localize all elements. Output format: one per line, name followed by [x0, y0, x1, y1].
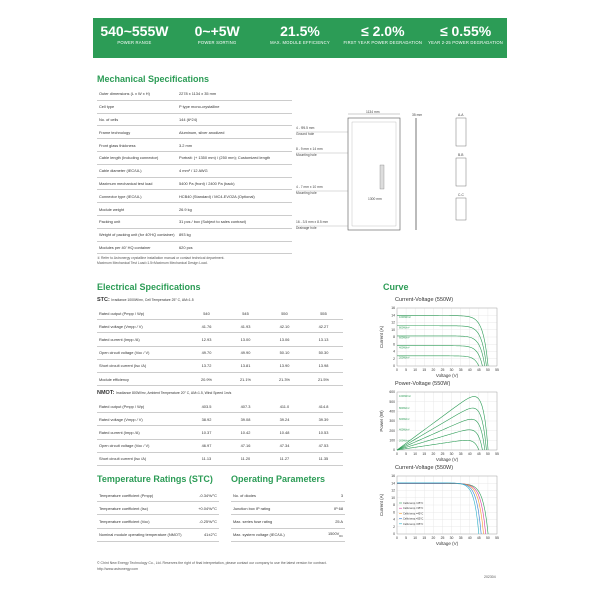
x-tick-label: 50 [486, 536, 490, 540]
series-label: Cells temp.=35°C [403, 507, 424, 511]
table-cell [307, 531, 345, 538]
operating-title: Operating Parameters [231, 474, 326, 484]
series-label: Cells temp.=25°C [403, 502, 424, 505]
x-tick-label: 10 [413, 452, 418, 456]
table-cell: Rated output (Pmpp / Wp) [99, 310, 145, 316]
x-tick-label: 45 [476, 368, 481, 372]
series-label: 800W/m² [399, 406, 410, 410]
table-row [97, 165, 292, 178]
y-tick-label: 400 [389, 409, 395, 414]
drawing-label: Drainage hole [296, 226, 317, 230]
series-label: 600W/m² [399, 417, 410, 421]
table-cell: 11.20 [240, 456, 251, 462]
banner-label: YEAR 2-25 POWER DEGRADATION [428, 40, 504, 45]
x-tick-label: 5 [405, 368, 408, 372]
table-cell: 893 kg [179, 232, 191, 238]
table-cell: Short circuit current (Isc /A) [99, 456, 147, 462]
table-cell: 41.76 [201, 323, 212, 329]
chart2-title: Power-Voltage (550W) [395, 381, 451, 387]
table-cell: 620 pcs [179, 244, 193, 250]
nmot-table [97, 400, 343, 466]
table-row [97, 333, 343, 346]
iv-irradiance-chart [375, 304, 505, 382]
x-tick-label: 45 [476, 452, 481, 456]
table-cell: 403.5 [201, 403, 212, 409]
x-tick-label: 25 [440, 368, 445, 372]
table-cell: 540 [203, 310, 210, 316]
table-cell: Packing unit [99, 219, 121, 225]
table-cell: 13.06 [279, 336, 290, 342]
banner-item [424, 18, 507, 58]
table-cell: -0.34%/°C [199, 492, 217, 498]
y-tick-label: 600 [389, 390, 395, 395]
temperature-table [97, 489, 219, 542]
temperature-title: Temperature Ratings (STC) [97, 474, 213, 484]
y-tick-label: 300 [389, 419, 395, 424]
table-cell: 11.27 [279, 456, 290, 462]
x-axis-label: Voltage (V) [435, 373, 459, 378]
table-cell: 10.48 [279, 429, 290, 435]
table-cell: 5400 Pa (front) / 2400 Pa (back) [179, 180, 235, 186]
x-tick-label: 35 [458, 368, 463, 372]
x-tick-label: 10 [413, 368, 418, 372]
y-tick-label: 10 [391, 327, 395, 332]
banner-item [176, 18, 259, 58]
table-cell: Frame technology [99, 129, 131, 135]
y-tick-label: 4 [393, 517, 395, 522]
x-tick-label: 30 [449, 368, 454, 372]
table-cell: Short circuit current (Isc /A) [99, 363, 147, 369]
table-cell: Rated voltage (Vmpp / V) [99, 323, 143, 329]
table-cell: Front glass thickness [99, 142, 136, 148]
banner-label: FIRST YEAR POWER DEGRADATION [343, 40, 423, 45]
curve-title: Curve [383, 282, 409, 292]
mechanical-table [97, 88, 292, 254]
table-cell: Modules per 40' HQ container [99, 244, 151, 250]
series-label: 400W/m² [399, 346, 410, 350]
table-cell: 42.27 [318, 323, 329, 329]
note-2: Maximum Mechanical Test Load=1.5×Maximum Mechanical Design Load. [97, 261, 208, 265]
y-tick-label: 14 [391, 313, 395, 318]
y-tick-label: 4 [393, 349, 395, 354]
table-cell: 3.2 mm [179, 142, 192, 148]
table-row [97, 229, 292, 242]
x-tick-label: 55 [495, 536, 499, 540]
series-label: Cells temp.=45°C [403, 512, 424, 516]
table-cell: Nominal module operating temperature (NMOT) [99, 532, 182, 538]
table-row [97, 373, 343, 386]
y-axis-label: Current (A) [379, 325, 384, 349]
series-line [397, 336, 485, 366]
footer-url[interactable]: http://www.astronergy.com [97, 567, 138, 571]
nmot-conditions: Irradiance 800W/m², Ambient Temperature 20° C, AM=1.5, Wind Speed 1m/s [115, 391, 232, 395]
banner-label: POWER SORTING [197, 40, 237, 45]
y-tick-label: 16 [391, 474, 395, 479]
table-cell: Outer dimensions (L x W x H) [99, 91, 150, 97]
table-cell: 411.0 [279, 403, 290, 409]
y-tick-label: 200 [389, 428, 395, 433]
nmot-label: NMOT: [97, 390, 115, 396]
table-cell: 47.34 [279, 443, 290, 449]
table-row [97, 529, 219, 542]
table-cell: 10.37 [201, 429, 212, 435]
x-tick-label: 0 [396, 536, 398, 540]
table-cell: Module weight [99, 206, 125, 212]
table-cell: 25 A [335, 518, 343, 524]
table-cell: 550 [281, 310, 288, 316]
table-cell: 42.10 [279, 323, 290, 329]
drawing-label: 16 - 3.5 mm x 8.5 mm [296, 220, 329, 224]
table-cell: 414.8 [318, 403, 329, 409]
x-tick-label: 40 [467, 536, 472, 540]
table-row [97, 190, 292, 203]
table-cell: 11.13 [201, 456, 212, 462]
table-row [97, 88, 292, 101]
y-axis-label: Power (W) [379, 410, 384, 432]
y-axis-label: Current (A) [379, 493, 384, 517]
table-cell: Aluminum, silver anodized [179, 129, 225, 135]
x-tick-label: 55 [495, 452, 499, 456]
table-cell: 10.42 [240, 429, 251, 435]
table-row [97, 101, 292, 114]
table-cell: 13.90 [279, 363, 290, 369]
y-tick-label: 14 [391, 481, 395, 486]
table-cell: 41.93 [240, 323, 251, 329]
table-cell: 39.24 [279, 416, 290, 422]
x-tick-label: 20 [431, 368, 436, 372]
dc-subscript: DC [339, 535, 343, 539]
banner-value: 540~555W [100, 23, 169, 39]
table-row [97, 400, 343, 413]
drawing-label: Mounting hole [296, 153, 317, 157]
table-cell: 12.93 [201, 336, 212, 342]
table-cell: IP 68 [333, 505, 343, 511]
table-cell: 50.30 [318, 350, 329, 356]
drawing-dim: B-B [458, 153, 464, 157]
table-cell: Open circuit voltage (Voc / V) [99, 350, 150, 356]
x-tick-label: 5 [405, 452, 408, 456]
series-line [397, 408, 486, 450]
table-cell: 20.9% [200, 376, 213, 382]
drawing-dim: 1300 mm [368, 197, 382, 201]
drawing-dim: 35 mm [412, 113, 423, 117]
table-row [97, 360, 343, 373]
banner-value: 21.5% [280, 23, 320, 39]
banner-value: 0~+5W [194, 23, 240, 39]
table-cell: No. of cells [99, 116, 119, 122]
x-axis-label: Voltage (V) [435, 457, 459, 462]
x-tick-label: 20 [431, 452, 436, 456]
x-tick-label: 30 [449, 452, 454, 456]
x-tick-label: 45 [476, 536, 481, 540]
table-cell: 21.5% [317, 376, 330, 382]
nmot-heading [97, 390, 231, 396]
table-row [97, 216, 292, 229]
x-tick-label: 5 [405, 536, 408, 540]
x-tick-label: 35 [458, 536, 463, 540]
table-row [97, 152, 292, 165]
drawing-label: 4 - 7 mm x 10 mm [296, 185, 323, 189]
pv-irradiance-chart [375, 388, 505, 466]
max-voltage-value: 1500V [327, 531, 340, 537]
table-cell: Max. series fuse rating [233, 518, 273, 524]
x-tick-label: 30 [449, 536, 454, 540]
table-row [97, 242, 292, 255]
drawing-dim: C-C [458, 193, 464, 197]
y-tick-label: 6 [393, 342, 395, 347]
table-cell: 47.16 [240, 443, 251, 449]
y-tick-label: 0 [393, 364, 395, 369]
y-tick-label: 6 [393, 510, 395, 515]
y-tick-label: 8 [393, 503, 395, 508]
table-cell: 407.3 [240, 403, 251, 409]
table-row [97, 502, 219, 515]
x-tick-label: 15 [422, 368, 427, 372]
drawing-label: Mounting hole [296, 191, 317, 195]
table-cell: No. of diodes [233, 492, 256, 498]
table-cell: Max. system voltage (IEC/UL) [233, 532, 285, 538]
table-row [97, 307, 343, 320]
table-cell: Rated output (Pmpp / Wp) [99, 403, 145, 409]
table-cell: HCB40 (Standard) / MC4-EVO2A (Optional) [179, 193, 255, 199]
drawing-dim: 1134 mm [366, 110, 380, 114]
table-row [97, 489, 219, 502]
series-label: Cells temp.=55°C [403, 517, 424, 521]
y-tick-label: 500 [389, 399, 395, 404]
table-cell: 10.53 [318, 429, 329, 435]
x-tick-label: 40 [467, 452, 472, 456]
table-cell: 21.3% [278, 376, 291, 382]
table-row [97, 178, 292, 191]
series-label: 200W/m² [399, 439, 410, 443]
x-tick-label: 15 [422, 536, 427, 540]
footer-copyright: © Chint New Energy Technology Co., Ltd. Reserves the right of final interpretation, please contact our company to use the latest version for contract. [97, 561, 327, 565]
series-label: 600W/m² [399, 336, 410, 340]
table-cell: 39.08 [240, 416, 251, 422]
table-cell: 49.70 [201, 350, 212, 356]
table-cell: Weight of packing unit (for 40'HQ container) [99, 232, 175, 238]
x-tick-label: 50 [486, 368, 490, 372]
table-cell: 49.90 [240, 350, 251, 356]
table-row [231, 515, 345, 528]
x-tick-label: 0 [396, 452, 398, 456]
banner-value: ≤ 0.55% [439, 23, 492, 39]
table-cell: Rated voltage (Vmpp / V) [99, 416, 143, 422]
x-tick-label: 20 [431, 536, 436, 540]
drawing-label: Ground hole [296, 132, 315, 136]
table-cell: 545 [242, 310, 249, 316]
table-cell: 50.10 [279, 350, 290, 356]
table-cell: Temperature coefficient (Isc) [99, 505, 149, 511]
banner-label: POWER RANGE [117, 40, 152, 45]
table-cell: 41±2°C [204, 532, 217, 538]
table-cell: 26.9 kg [179, 206, 192, 212]
x-tick-label: 15 [422, 452, 427, 456]
drawing-dim: A-A [458, 113, 464, 117]
banner-value: ≤ 2.0% [361, 23, 405, 39]
table-cell: Cell type [99, 104, 115, 110]
table-cell: 2278 x 1134 x 35 mm [179, 91, 217, 97]
operating-table [231, 489, 345, 542]
series-label: 1000W/m² [399, 395, 411, 399]
y-tick-label: 8 [393, 335, 395, 340]
table-row [231, 489, 345, 502]
x-tick-label: 55 [495, 368, 499, 372]
table-cell: Module efficiency [99, 376, 129, 382]
stc-table [97, 307, 343, 386]
table-cell: 3 [340, 492, 343, 498]
banner-item [93, 18, 176, 58]
drawing-label: 4 - Φ5.5 mm [296, 126, 315, 130]
table-cell: -0.25%/°C [199, 518, 217, 524]
table-row [97, 126, 292, 139]
table-row [97, 320, 343, 333]
table-row [97, 347, 343, 360]
table-cell: Cable diameter (IEC/UL) [99, 168, 142, 174]
table-cell: 11.35 [318, 456, 329, 462]
y-tick-label: 10 [391, 495, 395, 500]
y-tick-label: 0 [393, 532, 395, 537]
table-cell: +0.04%/°C [198, 505, 217, 511]
series-label: 800W/m² [399, 326, 410, 330]
table-row [97, 139, 292, 152]
y-tick-label: 0 [393, 448, 395, 453]
note-1: ① Refer to Astronergy crystalline installation manual or contact technical department. [97, 256, 225, 260]
footer-code: 202304 [484, 575, 496, 579]
y-tick-label: 12 [391, 488, 395, 493]
table-cell: 4 mm² / 12 AWG [179, 168, 208, 174]
table-cell: Rated current (Impp /A) [99, 336, 140, 342]
table-row [97, 114, 292, 127]
stc-label: STC: [97, 297, 110, 303]
table-cell: 13.13 [318, 336, 329, 342]
table-cell: 13.81 [240, 363, 251, 369]
y-tick-label: 2 [393, 356, 395, 361]
table-cell: P type mono-crystalline [179, 104, 220, 110]
module-drawing [296, 110, 486, 240]
table-cell: Portrait: (+ 1350 mm) / (250 mm); Customized length [179, 155, 271, 161]
banner-label: MAX. MODULE EFFICIENCY [270, 40, 330, 45]
table-row [231, 529, 345, 542]
table-row [97, 203, 292, 216]
drawing-label: 8 - 9 mm x 14 mm [296, 147, 323, 151]
table-cell: 13.72 [201, 363, 212, 369]
chart3-title: Current-Voltage (550W) [395, 465, 454, 471]
table-row [231, 502, 345, 515]
table-cell: Temperature coefficient (Pmpp) [99, 492, 154, 498]
table-cell: 13.00 [240, 336, 251, 342]
x-tick-label: 25 [440, 536, 445, 540]
x-axis-label: Voltage (V) [435, 541, 459, 546]
top-banner [93, 18, 507, 58]
table-cell: 555 [320, 310, 327, 316]
y-tick-label: 12 [391, 320, 395, 325]
table-cell: Rated current (Impp /A) [99, 429, 140, 435]
table-cell: Cable length (Including connector) [99, 155, 159, 161]
table-row [97, 413, 343, 426]
series-label: Cells temp.=65°C [403, 522, 424, 526]
table-cell: Junction box IP rating [233, 505, 271, 511]
y-tick-label: 2 [393, 524, 395, 529]
x-tick-label: 50 [486, 452, 490, 456]
stc-heading [97, 297, 194, 303]
iv-temperature-chart [375, 472, 505, 552]
table-cell: 21.1% [239, 376, 252, 382]
series-label: 1000W/m² [399, 316, 411, 320]
x-tick-label: 25 [440, 452, 445, 456]
table-cell: 38.92 [201, 416, 212, 422]
table-row [97, 426, 343, 439]
table-cell: 13.98 [318, 363, 329, 369]
y-tick-label: 100 [389, 438, 395, 443]
electrical-title: Electrical Specifications [97, 282, 201, 292]
x-tick-label: 40 [467, 368, 472, 372]
mechanical-title: Mechanical Specifications [97, 74, 210, 84]
table-row [97, 515, 219, 528]
stc-conditions: Irradiance 1000W/m², Cell Temperature 25° C, AM=1.5 [111, 298, 194, 302]
mechanical-notes [97, 256, 224, 266]
table-cell: 144 (6*24) [179, 116, 198, 122]
table-row [97, 440, 343, 453]
chart1-title: Current-Voltage (550W) [395, 297, 454, 303]
table-cell: 46.97 [201, 443, 212, 449]
banner-item [259, 18, 342, 58]
x-tick-label: 10 [413, 536, 418, 540]
x-tick-label: 0 [396, 368, 398, 372]
table-cell: 31 pcs / box (Subject to sales contract) [179, 219, 247, 225]
table-cell: Temperature coefficient (Voc) [99, 518, 150, 524]
table-cell: Maximum mechanical test load [99, 180, 153, 186]
series-label: 400W/m² [399, 428, 410, 432]
banner-item [341, 18, 424, 58]
table-cell: 47.53 [318, 443, 329, 449]
y-tick-label: 16 [391, 306, 395, 311]
table-cell: Connector type (IEC/UL) [99, 193, 142, 199]
x-tick-label: 35 [458, 452, 463, 456]
table-row [97, 453, 343, 466]
table-cell: Open circuit voltage (Voc / V) [99, 443, 150, 449]
table-cell: 39.39 [318, 416, 329, 422]
series-label: 200W/m² [399, 356, 410, 360]
